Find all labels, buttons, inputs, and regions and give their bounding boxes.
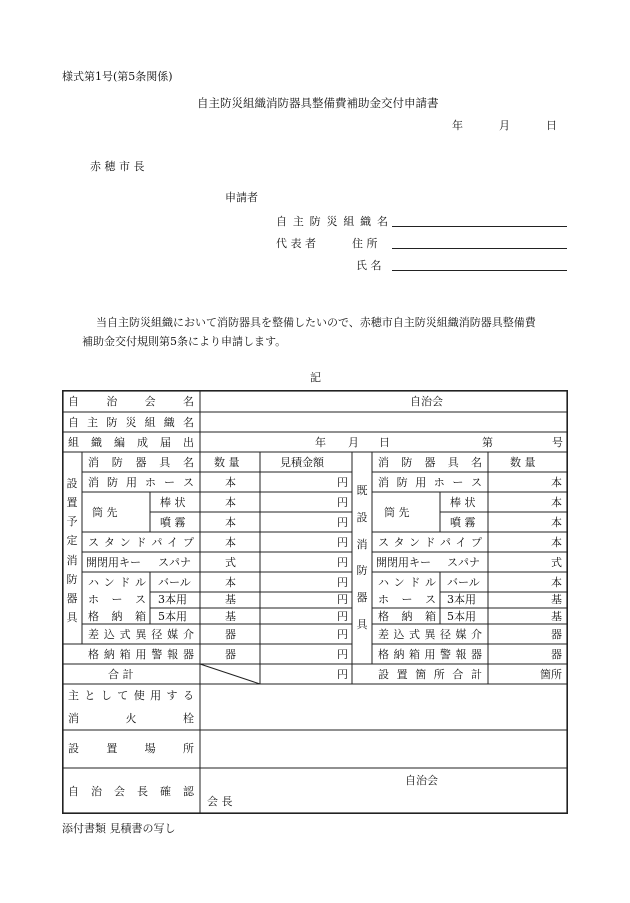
yen-unit: 円: [337, 576, 348, 589]
item-key-a-left: 開閉用キー: [86, 556, 141, 569]
r-qty-unit-hose: 本: [551, 476, 562, 489]
r-qty-unit-alarm: 器: [551, 648, 562, 661]
item-spanner-left: スパナ: [158, 556, 191, 569]
body-line-2: 補助金交付規則第5条により申請します。: [82, 335, 287, 348]
yen-unit: 円: [337, 610, 348, 623]
addressee: 赤 穂 市 長: [90, 160, 145, 173]
location-label: 設 置 場 所: [68, 742, 194, 755]
item-spanner-right: スパナ: [447, 556, 480, 569]
item-five-right: 5本用: [447, 610, 476, 623]
applicant-heading: 申請者: [225, 191, 258, 204]
report-year: 年: [315, 436, 326, 449]
item-bar-right: バール: [447, 576, 480, 589]
item-bar-left: バール: [158, 576, 191, 589]
qty-unit-standpipe: 本: [225, 536, 236, 549]
address-field[interactable]: [392, 248, 567, 249]
address-label: 住 所: [352, 237, 378, 250]
confirm-kaicho: 会 長: [207, 795, 233, 808]
r-qty-unit-standpipe: 本: [551, 536, 562, 549]
org-name-field[interactable]: [392, 226, 567, 227]
r-qty-unit-nozzle-mist: 本: [551, 516, 562, 529]
jichikai-name-value: 自治会: [410, 395, 443, 408]
item-nozzle-mist-right: 噴 霧: [450, 516, 476, 529]
attachment-note: 添付書類 見積書の写し: [62, 822, 176, 835]
col-quantity-right: 数 量: [510, 456, 536, 469]
item-nozzle-right: 筒 先: [384, 506, 410, 519]
existing-equipment-label: 既 設 消 防 器 具: [356, 484, 368, 631]
item-adapter-left: 差 込 式 異 径 媒 介: [88, 628, 194, 641]
confirm-jichikai: 自治会: [405, 774, 438, 787]
item-alarm-right: 格 納 箱 用 警 報 器: [378, 648, 482, 661]
yen-unit: 円: [337, 556, 348, 569]
item-three-right: 3本用: [447, 593, 476, 606]
hydrant-label-2: 消 火 栓: [68, 712, 194, 725]
yen-unit: 円: [337, 516, 348, 529]
r-qty-unit-nozzle-bar: 本: [551, 496, 562, 509]
r-qty-unit-five: 基: [551, 610, 562, 623]
item-nozzle-left: 筒 先: [92, 506, 118, 519]
representative-label: 代 表 者: [276, 237, 316, 250]
col-equipment-right: 消 防 器 具 名: [378, 456, 482, 469]
item-hose-left: 消 防 用 ホ ー ス: [88, 476, 194, 489]
item-five-left: 5本用: [158, 610, 187, 623]
application-table: [62, 390, 568, 814]
qty-unit-nozzle-bar: 本: [225, 496, 236, 509]
item-box-a-right: ホ ー ス: [378, 593, 436, 606]
item-nozzle-mist-left: 噴 霧: [160, 516, 186, 529]
report-go: 号: [552, 436, 563, 449]
jichikai-name-label: 自 治 会 名: [68, 395, 194, 408]
qty-unit-nozzle-mist: 本: [225, 516, 236, 529]
confirm-label: 自 治 会 長 確 認: [68, 785, 194, 798]
date-day-label: 日: [546, 119, 557, 132]
total-label: 合 計: [108, 668, 134, 681]
qty-unit-alarm: 器: [225, 648, 236, 661]
item-key-b-right: ハ ン ド ル: [378, 576, 436, 589]
yen-unit-total: 円: [337, 668, 348, 681]
yen-unit: 円: [337, 628, 348, 641]
item-three-left: 3本用: [158, 593, 187, 606]
document-title: 自主防災組織消防器具整備費補助金交付申請書: [197, 96, 439, 110]
report-day: 日: [379, 436, 390, 449]
item-box-b-left: 格 納 箱: [88, 610, 146, 623]
r-qty-unit-three: 基: [551, 593, 562, 606]
yen-unit: 円: [337, 496, 348, 509]
org-name-label: 自 主 防 災 組 織 名: [276, 215, 388, 228]
col-estimate: 見積金額: [280, 456, 324, 469]
col-quantity-left: 数 量: [214, 456, 240, 469]
item-nozzle-bar-left: 棒 状: [160, 496, 186, 509]
ki-mark: 記: [310, 371, 321, 384]
item-key-a-right: 開閉用キー: [376, 556, 431, 569]
qty-unit-five: 基: [225, 610, 236, 623]
yen-unit: 円: [337, 648, 348, 661]
yen-unit: 円: [337, 536, 348, 549]
item-standpipe-right: ス タ ン ド パ イ プ: [378, 536, 482, 549]
qty-unit-bar: 本: [225, 576, 236, 589]
yen-unit: 円: [337, 476, 348, 489]
qty-unit-spanner: 式: [225, 556, 236, 569]
col-equipment-left: 消 防 器 具 名: [88, 456, 194, 469]
item-nozzle-bar-right: 棒 状: [450, 496, 476, 509]
form-number: 様式第1号(第5条関係): [62, 70, 173, 83]
planned-equipment-label: 設 置 予 定 消 防 器 具: [66, 477, 78, 624]
r-qty-unit-kasho: 箇所: [540, 668, 562, 681]
date-month-label: 月: [499, 119, 510, 132]
item-box-b-right: 格 納 箱: [378, 610, 436, 623]
yen-unit: 円: [337, 593, 348, 606]
item-alarm-left: 格 納 箱 用 警 報 器: [88, 648, 194, 661]
hydrant-label-1: 主 と し て 使 用 す る: [68, 689, 194, 702]
name-label: 氏 名: [356, 259, 382, 272]
org-name-row-label: 自 主 防 災 組 織 名: [68, 416, 194, 429]
date-year-label: 年: [452, 119, 463, 132]
r-qty-unit-bar: 本: [551, 576, 562, 589]
name-field[interactable]: [392, 270, 567, 271]
r-qty-unit-spanner: 式: [551, 556, 562, 569]
site-total-label: 設 置 箇 所 合 計: [378, 668, 482, 681]
qty-unit-hose: 本: [225, 476, 236, 489]
qty-unit-three: 基: [225, 593, 236, 606]
item-adapter-right: 差 込 式 異 径 媒 介: [378, 628, 482, 641]
body-line-1: 当自主防災組織において消防器具を整備したいので、赤穂市自主防災組織消防器具整備費: [96, 316, 536, 329]
report-dai: 第: [482, 436, 493, 449]
report-row-label: 組 織 編 成 届 出: [68, 436, 194, 449]
item-standpipe-left: ス タ ン ド パ イ プ: [88, 536, 194, 549]
qty-unit-adapter: 器: [225, 628, 236, 641]
item-box-a-left: ホ ー ス: [88, 593, 146, 606]
r-qty-unit-adapter: 器: [551, 628, 562, 641]
item-hose-right: 消 防 用 ホ ー ス: [378, 476, 482, 489]
report-month: 月: [348, 436, 359, 449]
item-key-b-left: ハ ン ド ル: [88, 576, 146, 589]
